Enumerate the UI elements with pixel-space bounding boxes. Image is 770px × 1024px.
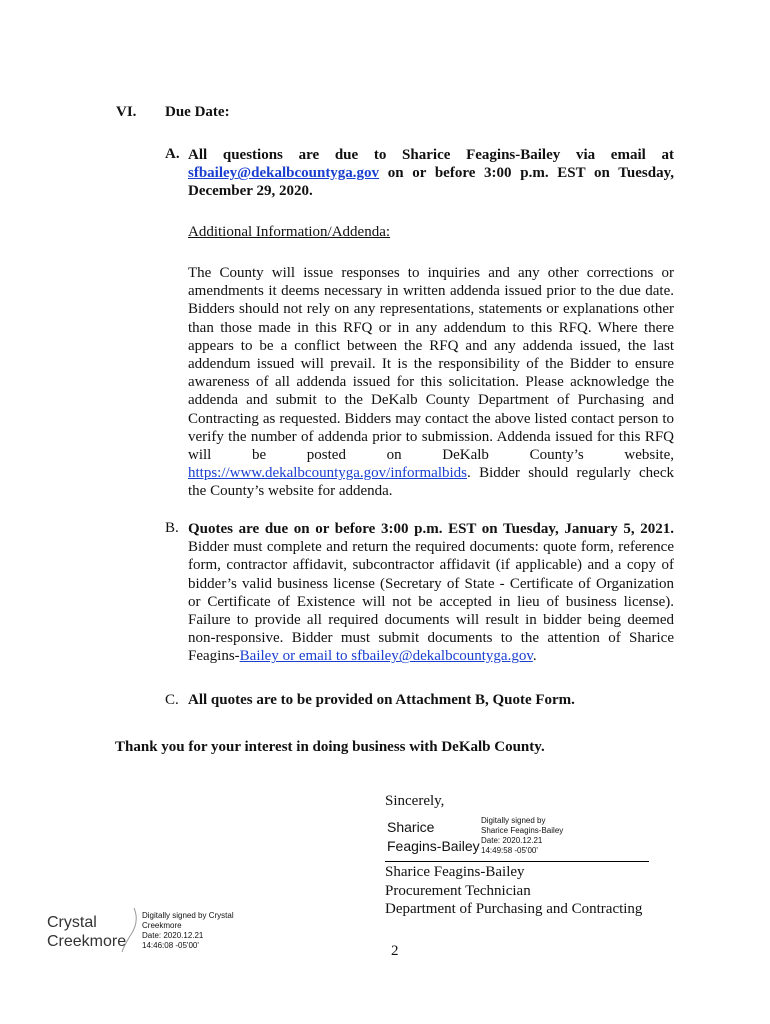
informal-bids-link[interactable]: https://www.dekalbcountyga.gov/informalbids [188, 465, 467, 482]
signature-divider-mark [120, 906, 144, 954]
stamp-line: 14:49:58 -05'00' [481, 846, 538, 855]
section-title: Due Date: [165, 104, 230, 120]
signer-block [385, 863, 642, 919]
item-b-deadline: Quotes are due on or before 3:00 p.m. EST on Tuesday, January 5, 2021. [188, 521, 674, 537]
addenda-heading: Additional Information/Addenda: [188, 224, 391, 240]
signature-line [385, 861, 649, 862]
signature-crystal [47, 913, 126, 951]
addenda-body-tail: . Bidder should regularly check the County’s website for addenda. [188, 465, 674, 500]
item-a-marker: A. [165, 146, 180, 162]
stamp-line: Creekmore [142, 921, 182, 930]
stamp-line: Date: 2020.12.21 [481, 836, 543, 845]
signer-department: Department of Purchasing and Contracting [385, 901, 643, 917]
item-b-paragraph [188, 520, 674, 666]
item-a-lead: All questions are due to Sharice Feagins-Bailey via email at [188, 147, 674, 163]
stamp-line: Sharice Feagins-Bailey [481, 826, 564, 835]
item-a-question-deadline [188, 146, 674, 201]
closing: Sincerely, [385, 793, 445, 809]
submission-email-link[interactable]: Bailey or email to sfbailey@dekalbcountyga.gov [239, 648, 533, 665]
signature-name-line1: Sharice [387, 819, 435, 835]
addenda-paragraph [188, 264, 674, 501]
item-b-marker: B. [165, 520, 179, 536]
section-number: VI. [116, 104, 137, 120]
item-c-marker: C. [165, 692, 179, 708]
stamp-line: Digitally signed by [481, 816, 546, 825]
page-number: 2 [391, 943, 399, 959]
signer-name: Sharice Feagins-Bailey [385, 864, 525, 880]
addenda-body: The County will issue responses to inquiries and any other corrections or amendments it deems necessary in written addenda issued prior to the due date. Bidders should not rely on any representations, statements or explanations other than those made in this RFQ or in any addendum to this RFQ. Where there appears to be a conflict between the RFQ and any addenda issued, the last addendum issued will prevail. It is the responsibility of the Bidder to ensure awareness of all addenda issued for this solicitation. Please acknowledge the addenda and submit to the DeKalb County Department of Purchasing and Contracting as requested. Bidders may contact the above listed contact person to verify the number of addenda prior to submission. Addenda issued for this RFQ will be posted on DeKalb County’s website, [188, 265, 674, 464]
item-b-body: Bidder must complete and return the required documents: quote form, reference form, contractor affidavit, subcontractor affidavit (if applicable) and a copy of bidder’s valid business license (Secretary of State - Certificate of Organization or Certificate of Existence will not be accepted in lieu of business license). Failure to provide all required documents will result in bidder being deemed non-responsive. Bidder must submit documents to the attention of Sharice Feagins- [188, 539, 674, 665]
stamp-line: Date: 2020.12.21 [142, 931, 204, 940]
item-b-end: . [532, 648, 537, 665]
signature-stamp-crystal [142, 911, 234, 951]
contact-email-link[interactable]: sfbailey@dekalbcountyga.gov [188, 165, 380, 182]
signature-stamp-sharice [481, 816, 563, 856]
signature2-name-line2: Creekmore [47, 933, 127, 950]
item-c-text: All quotes are to be provided on Attachment B, Quote Form. [188, 692, 575, 708]
stamp-line: 14:46:08 -05'00' [142, 941, 199, 950]
signer-title: Procurement Technician [385, 882, 531, 899]
signature-sharice [387, 818, 480, 856]
thank-you-line: Thank you for your interest in doing business with DeKalb County. [115, 739, 545, 755]
signature2-name-line1: Crystal [47, 914, 97, 931]
item-a-tail: on or before 3:00 p.m. EST on Tuesday, December 29, 2020. [188, 165, 674, 200]
signature-name-line2: Feagins-Bailey [387, 838, 480, 854]
stamp-line: Digitally signed by Crystal [142, 911, 234, 920]
